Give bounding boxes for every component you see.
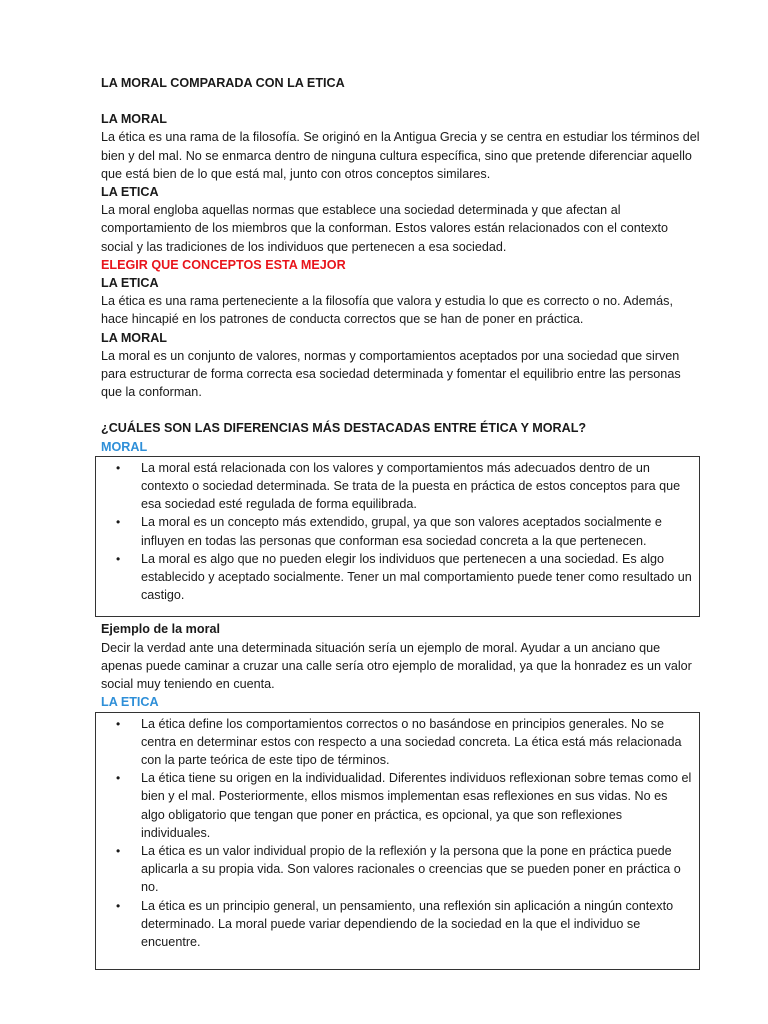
etica-bullet-list <box>116 715 693 952</box>
list-item-text: La ética tiene su origen en la individualidad. Diferentes individuos reflexionan sobre temas como el bien y el mal. Posteriormente, ellos mismos implementan esas reflexiones en sus vidas. No es algo obligatorio que tengan que poner en práctica, es opcional, ya que son reflexiones individuales. <box>141 771 692 840</box>
section-heading-moral: LA MORAL <box>101 112 167 127</box>
list-item <box>116 459 693 514</box>
example-text: Decir la verdad ante una determinada situación sería un ejemplo de moral. Ayudar a un anciano que apenas puede caminar a cruzar una calle sería otro ejemplo de moralidad, ya que la honradez es un valor social muy teniendo en cuenta. <box>101 640 692 692</box>
section-text-etica: La moral engloba aquellas normas que establece una sociedad determinada y que afectan al comportamiento de los miembros que la conforman. Estos valores están relacionados con el contexto social y las tradiciones de los individuos que pertenecen a esa sociedad. <box>101 203 669 254</box>
list-item <box>116 715 693 770</box>
list-item <box>116 842 693 897</box>
bullet-icon: • <box>116 716 121 731</box>
etica-bullet-box <box>95 712 700 971</box>
section-text-moral: La ética es una rama de la filosofía. Se originó en la Antigua Grecia y se centra en estudiar los términos del bien y del mal. No se enmarca dentro de ninguna cultura específica, sino que pretende diferenciar aquello que está bien de lo que está mal, junto con otros conceptos similares. <box>101 130 700 181</box>
spacer <box>101 92 701 110</box>
section-text-moral-2: La moral es un conjunto de valores, normas y comportamientos aceptados por una sociedad que sirven para estructurar de forma correcta esa sociedad determinada y fomentar el equilibrio entre las personas que la conforman. <box>101 348 681 400</box>
section-heading-etica-2: LA ETICA <box>101 276 159 291</box>
bullet-icon: • <box>116 551 121 566</box>
choose-heading: ELEGIR QUE CONCEPTOS ESTA MEJOR <box>101 257 346 272</box>
section-text-etica-2: La ética es una rama perteneciente a la filosofía que valora y estudia lo que es correcto o no. Además, hace hincapié en los patrones de conducta correctos que se han de poner en práctica. <box>101 294 673 327</box>
list-item <box>116 513 693 549</box>
section-heading-etica: LA ETICA <box>101 185 159 200</box>
list-item-text: La ética es un principio general, un pensamiento, una reflexión sin aplicación a ningún contexto determinado. La moral puede variar dependiendo de la sociedad en la que el individuo se encuentre. <box>141 898 674 949</box>
list-item-text: La ética es un valor individual propio de la reflexión y la persona que la pone en práctica puede aplicarla a su propia vida. Son valores racionales o creencias que se pueden poner en práctica o no. <box>141 843 681 895</box>
example-heading: Ejemplo de la moral <box>101 622 220 637</box>
etica-label: LA ETICA <box>101 695 159 710</box>
list-item <box>116 897 693 952</box>
list-item <box>116 550 693 605</box>
list-item-text: La ética define los comportamientos correctos o no basándose en principios generales. No se centra en determinar estos con respecto a una sociedad concreta. La ética está más relacionada con la parte teórica de este tipo de términos. <box>141 716 682 767</box>
moral-label: MORAL <box>101 439 148 454</box>
bullet-icon: • <box>116 898 121 913</box>
spacer <box>101 401 701 419</box>
moral-bullet-box <box>95 456 700 618</box>
document-title: LA MORAL COMPARADA CON LA ETICA <box>101 76 345 90</box>
document-content <box>101 74 701 970</box>
differences-question: ¿CUÁLES SON LAS DIFERENCIAS MÁS DESTACADAS ENTRE ÉTICA Y MORAL? <box>101 421 587 436</box>
bullet-icon: • <box>116 460 121 475</box>
list-item-text: La moral es un concepto más extendido, grupal, ya que son valores aceptados socialmente e influyen en todas las personas que conforman esa sociedad concreta a la que pertenecen. <box>141 515 662 548</box>
list-item-text: La moral está relacionada con los valores y comportamientos más adecuados dentro de un contexto o sociedad determinada. Se trata de la puesta en práctica de estos conceptos para que esa sociedad esté regulada de forma equilibrada. <box>141 460 681 512</box>
section-heading-moral-2: LA MORAL <box>101 330 167 345</box>
bullet-icon: • <box>116 515 121 530</box>
bullet-icon: • <box>116 843 121 858</box>
moral-bullet-list <box>116 459 693 605</box>
bullet-icon: • <box>116 771 121 786</box>
list-item-text: La moral es algo que no pueden elegir los individuos que pertenecen a una sociedad. Es algo establecido y aceptado socialmente. Tener un mal comportamiento puede tener como resultado un castigo. <box>141 551 692 603</box>
list-item <box>116 769 693 842</box>
